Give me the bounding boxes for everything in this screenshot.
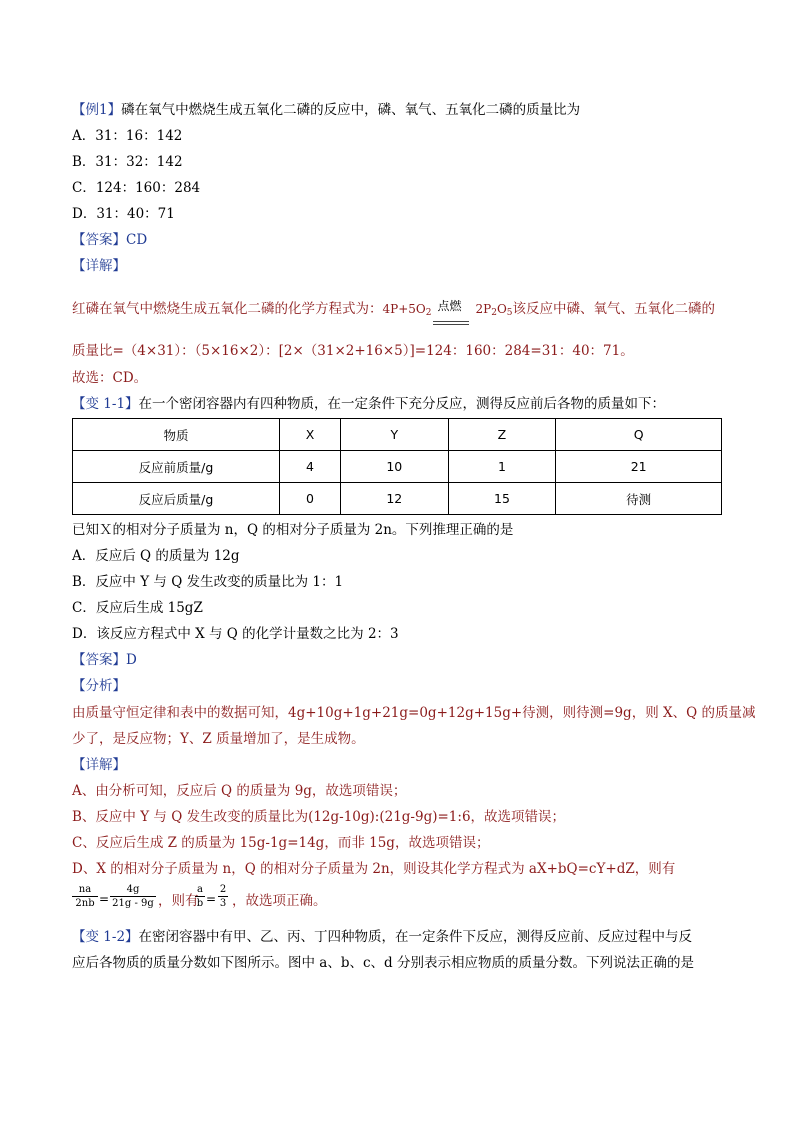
table-cell: 反应前质量/g	[73, 451, 280, 483]
fraction-4g: 4g 21g - 9g	[110, 884, 156, 909]
then-has-text: ，则有	[158, 893, 199, 909]
answer-value: D	[126, 652, 137, 668]
table-cell: 15	[448, 483, 556, 515]
table-cell: 12	[340, 483, 448, 515]
table-header-row	[73, 419, 722, 451]
variant1-question	[72, 395, 665, 413]
equation-condition: 点燃	[437, 299, 462, 313]
fraction-na-2nb: na 2nb	[72, 884, 98, 909]
answer-value: CD	[126, 232, 148, 248]
table-header-cell: X	[280, 419, 341, 451]
answer-line	[72, 231, 147, 249]
detail-tag: 【详解】	[72, 258, 126, 274]
question-text: 在一个密闭容器内有四种物质，在一定条件下充分反应，测得反应前后各物的质量如下：	[138, 396, 666, 412]
mass-ratio-line: 质量比=（4×31）：（5×16×2）：[2×（31×2+16×5）]=124：160：284=31：40：71。	[72, 343, 634, 359]
table-cell: 反应后质量/g	[73, 483, 280, 515]
option-a: A．反应后 Q 的质量为 12g	[72, 548, 240, 564]
answer-tag: 【答案】	[72, 232, 126, 248]
fraction-a-b: a b	[196, 884, 204, 909]
variant1-stem: 已知Ｘ的相对分子质量为 n，Q 的相对分子质量为 2n。下列推理正确的是	[72, 522, 514, 538]
detail-d: D、X 的相对分子质量为 n，Q 的相对分子质量为 2n，则设其化学方程式为 aX+bQ=cY+dZ，则有	[72, 861, 676, 877]
detail-d-end: ，故选项正确。	[232, 893, 327, 909]
analysis-line-1: 由质量守恒定律和表中的数据可知，4g+10g+1g+21g=0g+12g+15g+待测，则待测=9g，则 X、Q 的质量减	[72, 705, 756, 721]
table-cell: 0	[280, 483, 341, 515]
question-text: 磷在氧气中燃烧生成五氧化二磷的反应中，磷、氧气、五氧化二磷的质量比为	[121, 102, 581, 118]
variant2-question-line-2: 应后各物质的质量分数如下图所示。图中 a、b、c、d 分别表示相应物质的质量分数。下列说法正确的是	[72, 955, 694, 971]
table-cell: 10	[340, 451, 448, 483]
answer-tag: 【答案】	[72, 652, 126, 668]
table-cell: 1	[448, 451, 556, 483]
detail-b: B、反应中 Y 与 Q 发生改变的质量比为(12g-10g):(21g-9g)=1:6，故选项错误；	[72, 809, 566, 825]
variant-tag: 【变 1-1】	[72, 396, 139, 412]
table-header-cell: Y	[340, 419, 448, 451]
equation-left: $4P+5O_2$	[382, 302, 432, 318]
question-text: 在密闭容器中有甲、乙、丙、丁四种物质，在一定条件下反应，测得反应前、反应过程中与反	[138, 929, 693, 945]
fraction-2-3: 2 3	[219, 884, 227, 909]
table-cell: 21	[556, 451, 722, 483]
option-c: C．124：160：284	[72, 180, 201, 196]
variant-tag: 【变 1-2】	[72, 929, 139, 945]
detail-pre-text: 红磷在氧气中燃烧生成五氧化二磷的化学方程式为：	[72, 301, 383, 317]
equals-sign-2: =	[206, 892, 217, 906]
example-tag: 【例1】	[72, 102, 122, 118]
answer-line	[72, 651, 137, 669]
equation-right: $2P_2O_5$	[475, 302, 513, 318]
table-cell: 4	[280, 451, 341, 483]
table-header-cell: Z	[448, 419, 556, 451]
table-cell: 待测	[556, 483, 722, 515]
analysis-tag: 【分析】	[72, 678, 126, 694]
option-c: C．反应后生成 15gZ	[72, 600, 203, 616]
option-d: D．31：40：71	[72, 206, 175, 222]
option-b: B．反应中 Y 与 Q 发生改变的质量比为 1：1	[72, 574, 344, 590]
detail-c: C、反应后生成 Z 的质量为 15g-1g=14g，而非 15g，故选项错误；	[72, 835, 490, 851]
equation-line	[72, 300, 715, 322]
table-row	[73, 483, 722, 515]
variant2-question-line-1	[72, 928, 692, 946]
option-d: D．该反应方程式中 X 与 Q 的化学计量数之比为 2：3	[72, 626, 399, 642]
detail-post-text: 该反应中磷、氧气、五氧化二磷的	[512, 301, 716, 317]
detail-tag: 【详解】	[72, 757, 126, 773]
example1-question	[72, 101, 580, 119]
conclusion-line: 故选：CD。	[72, 370, 148, 386]
analysis-line-2: 少了，是反应物；Y、Z 质量增加了，是生成物。	[72, 731, 365, 747]
table-row	[73, 451, 722, 483]
equals-sign: =	[99, 892, 110, 906]
option-b: B．31：32：142	[72, 154, 183, 170]
table-header-cell: Q	[556, 419, 722, 451]
detail-a: A、由分析可知，反应后 Q 的质量为 9g，故选项错误；	[72, 783, 407, 799]
mass-table	[72, 418, 722, 515]
table-header-cell: 物质	[73, 419, 280, 451]
option-a: A．31：16：142	[72, 128, 183, 144]
